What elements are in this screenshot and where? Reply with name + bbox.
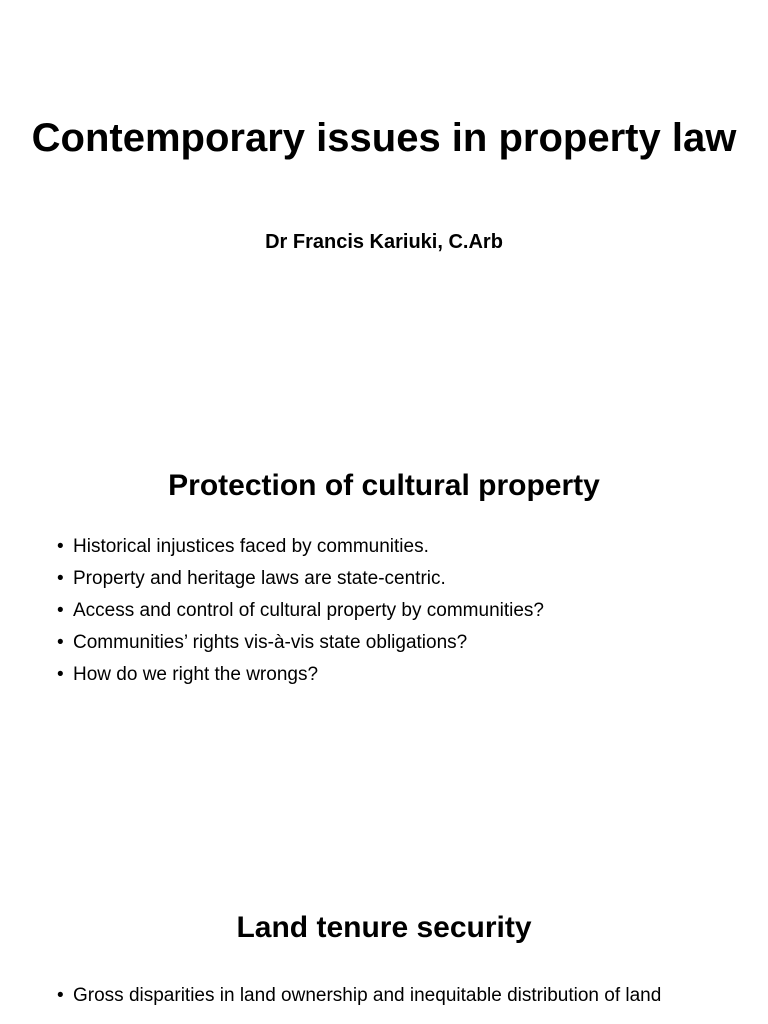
bullet-icon: • (57, 985, 64, 1006)
bullet-text: Communities’ rights vis-à-vis state obligations? (73, 632, 468, 653)
bullet-item (57, 659, 717, 691)
slide-title (0, 0, 768, 432)
bullet-icon: • (57, 632, 64, 653)
author-subtitle: Dr Francis Kariuki, C.Arb (265, 231, 503, 253)
bullet-text: Historical injustices faced by communities. (73, 536, 429, 557)
bullet-text: Gross disparities in land ownership and inequitable distribution of land (73, 985, 662, 1006)
slide-heading: Protection of cultural property (168, 469, 600, 502)
presentation-title: Contemporary issues in property law (31, 116, 737, 160)
slide-cultural-property (0, 432, 768, 864)
slide-land-tenure (0, 864, 768, 1024)
bullet-icon: • (57, 600, 64, 621)
bullet-item (57, 980, 717, 1008)
bullet-text: Access and control of cultural property by communities? (73, 600, 544, 621)
bullet-icon: • (57, 568, 64, 589)
bullet-icon: • (57, 664, 64, 685)
bullet-item (57, 531, 717, 563)
bullet-list (57, 980, 717, 1008)
bullet-text: Property and heritage laws are state-centric. (73, 568, 446, 589)
bullet-item (57, 595, 717, 627)
bullet-text: How do we right the wrongs? (73, 664, 319, 685)
slide-heading: Land tenure security (236, 911, 532, 944)
bullet-item (57, 627, 717, 659)
bullet-icon: • (57, 536, 64, 557)
bullet-item (57, 563, 717, 595)
bullet-list (57, 531, 717, 691)
